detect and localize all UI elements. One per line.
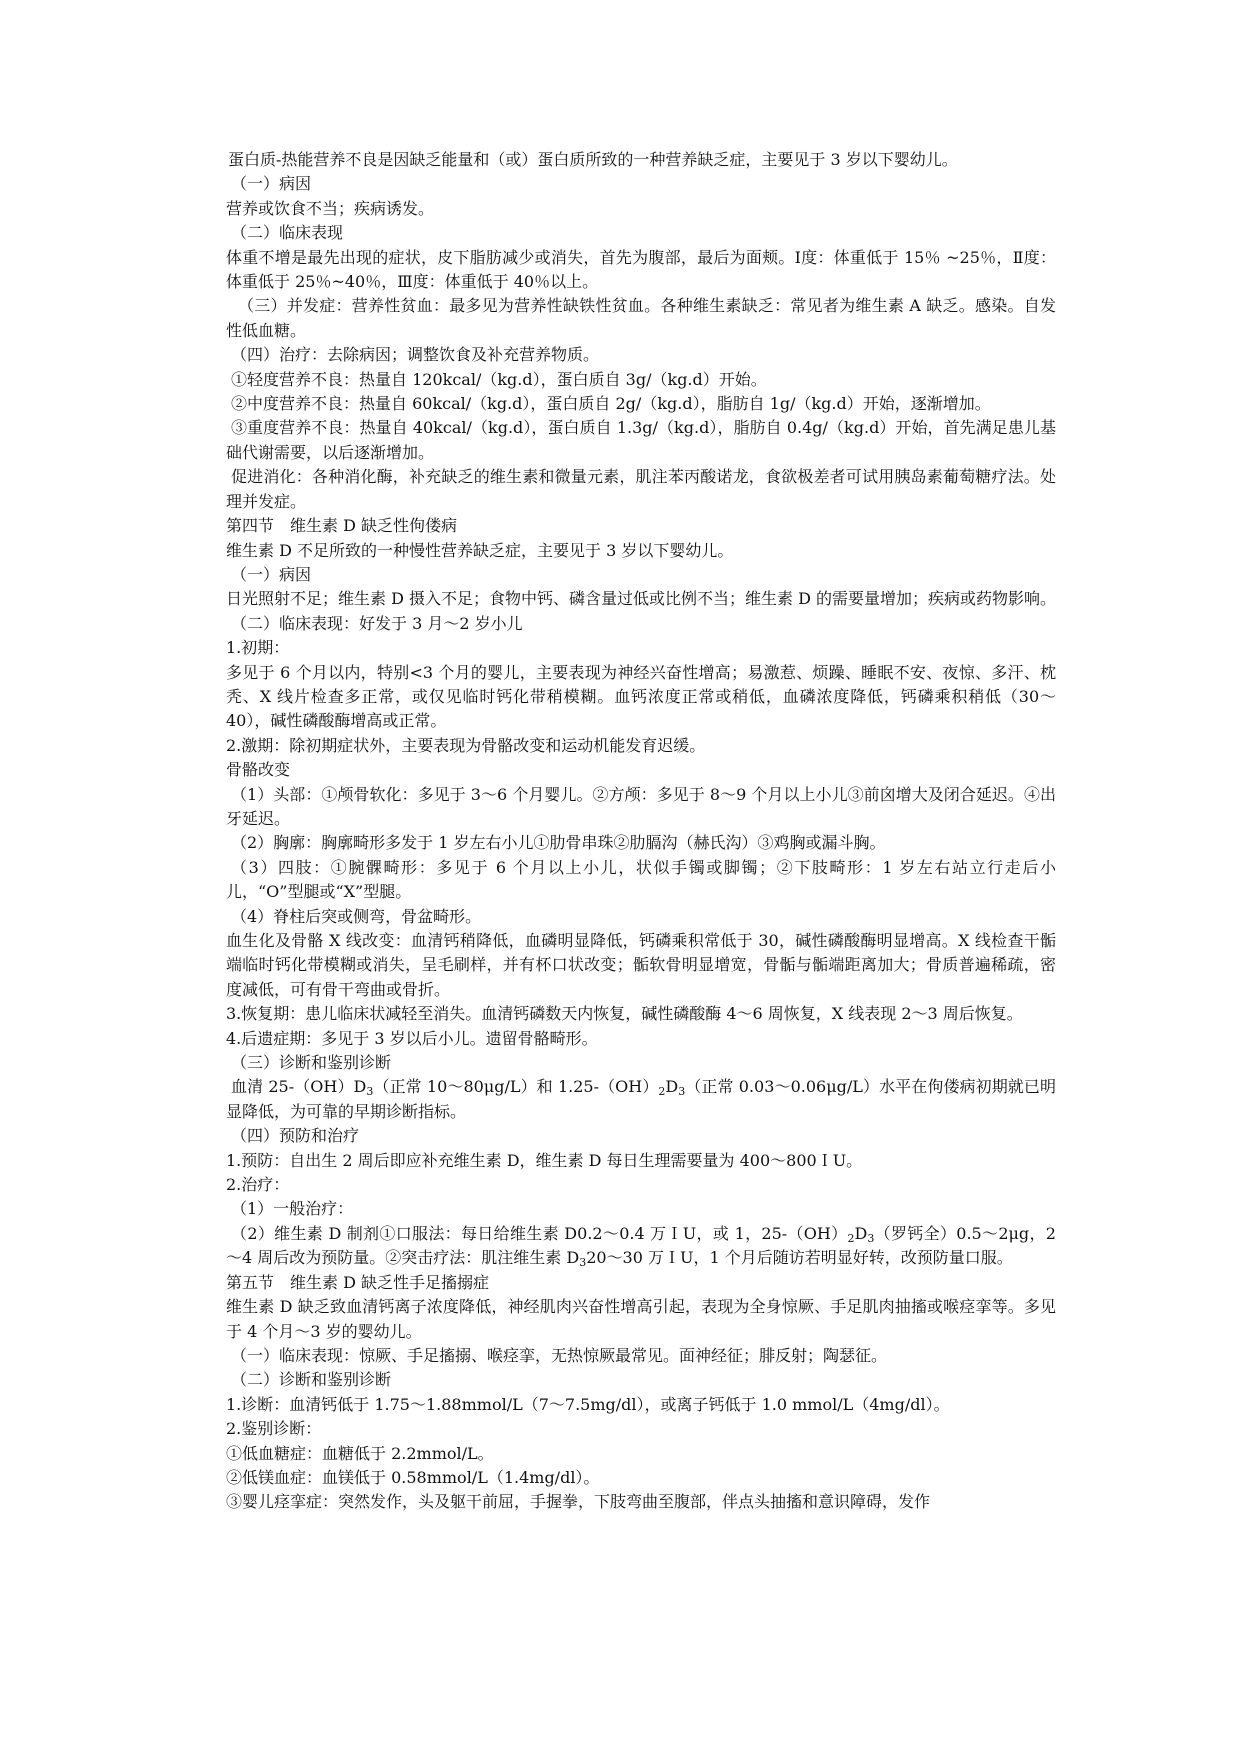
text-run: （正常 0.03～0.06μg/L）水平在佝偻病初期就已明显降低，为可靠的早期诊断指标。	[226, 1077, 1056, 1121]
paragraph: 营养或饮食不当；疾病诱发。	[226, 198, 435, 218]
paragraph: （二）临床表现	[231, 223, 344, 243]
paragraph: 4.后遗症期：多见于 3 岁以后小儿。遗留骨骼畸形。	[226, 1028, 598, 1048]
paragraph	[226, 1075, 1056, 1124]
paragraph: （1）一般治疗：	[231, 1199, 354, 1219]
paragraph: 1.预防：自出生 2 周后即应补充维生素 D，维生素 D 每日生理需要量为 400～800ＩU。	[226, 1150, 863, 1170]
subscript: 3	[678, 1085, 686, 1099]
subscript: 3	[579, 1256, 587, 1270]
paragraph: ③婴儿痉挛症：突然发作，头及躯干前屈，手握拳，下肢弯曲至腹部，伴点头抽搐和意识障碍，发作	[226, 1492, 931, 1512]
paragraph: 血生化及骨骼 X 线改变：血清钙稍降低，血磷明显降低，钙磷乘积常低于 30，碱性磷酸酶明显增高。X 线检查干骺端临时钙化带模糊或消失，呈毛刷样，并有杯口状改变；骺软骨明显增宽，骨骺与骺端距离加大；骨质普遍稀疏，密度减低，可有骨干弯曲或骨折。	[226, 931, 1056, 999]
paragraph: 3.恢复期：患儿临床状减轻至消失。血清钙磷数天内恢复，碱性磷酸酶 4～6 周恢复，X 线表现 2～3 周后恢复。	[226, 1004, 1023, 1024]
paragraph: （四）预防和治疗	[231, 1126, 360, 1146]
subscript: 2	[658, 1085, 666, 1099]
paragraph: 2.激期：除初期症状外，主要表现为骨骼改变和运动机能发育迟缓。	[226, 735, 706, 755]
text-run: （正常 10～80μg/L）和 1.25-（OH）	[373, 1077, 659, 1097]
paragraph: ②中度营养不良：热量自 60kcal/（kg.d），蛋白质自 2g/（kg.d），脂肪自 1g/（kg.d）开始，逐渐增加。	[231, 394, 991, 414]
text-run: D	[665, 1077, 679, 1097]
paragraph: 2.治疗：	[226, 1175, 290, 1195]
paragraph: （一）临床表现：惊厥、手足搐搦、喉痉挛，无热惊厥最常见。面神经征；腓反射；陶瑟征。	[231, 1345, 888, 1365]
paragraph	[226, 1222, 1056, 1271]
paragraph: 蛋白质-热能营养不良是因缺乏能量和（或）蛋白质所致的一种营养缺乏症，主要见于 3 岁以下婴幼儿。	[228, 150, 958, 169]
paragraph: 1.初期：	[226, 638, 290, 658]
paragraph: （二）诊断和鉴别诊断	[231, 1370, 392, 1390]
paragraph: 多见于 6 个月以内，特别<3 个月的婴儿，主要表现为神经兴奋性增高；易激惹、烦躁、睡眠不安、夜惊、多汗、枕秃、X 线片检查多正常，或仅见临时钙化带稍模糊。血钙浓度正常或稍低，血磷浓度降低，钙磷乘积稍低（30～40），碱性磷酸酶增高或正常。	[226, 662, 1056, 731]
paragraph: 体重不增是最先出现的症状，皮下脂肪减少或消失，首先为腹部，最后为面颊。Ⅰ度：体重低于 15％ ~25％，Ⅱ度：体重低于 25％~40％，Ⅲ度：体重低于 40％以上。	[226, 247, 1056, 292]
paragraph: 2.鉴别诊断：	[226, 1419, 322, 1439]
subscript: 2	[847, 1231, 855, 1245]
paragraph: （二）临床表现：好发于 3 月～2 岁小儿	[231, 613, 523, 633]
text-run: 20～30 万ＩU，1 个月后随访若明显好转，改预防量口服。	[586, 1248, 1013, 1268]
text-run: （2）维生素 D 制剂①口服法：每日给维生素 D0.2～0.4 万ＩU，或 1，25-（OH）	[231, 1223, 848, 1243]
paragraph: 骨骼改变	[226, 760, 291, 780]
paragraph: （四）治疗：去除病因；调整饮食及补充营养物质。	[231, 345, 600, 365]
paragraph: 维生素 D 不足所致的一种慢性营养缺乏症，主要见于 3 岁以下婴幼儿。	[226, 540, 734, 560]
paragraph: 日光照射不足；维生素 D 摄入不足；食物中钙、磷含量过低或比例不当；维生素 D 的需要量增加；疾病或药物影响。	[226, 589, 1057, 609]
paragraph: 第五节 维生素 D 缺乏性手足搐搦症	[226, 1272, 490, 1292]
paragraph: 第四节 维生素 D 缺乏性佝偻病	[226, 516, 458, 536]
text-run: （罗钙全）0.5～2μg，2～4 周后改为预防量。②突击疗法：肌注维生素 D	[226, 1223, 1056, 1268]
paragraph: 维生素 D 缺乏致血清钙离子浓度降低，神经肌肉兴奋性增高引起，表现为全身惊厥、手足肌肉抽搐或喉痉挛等。多见于 4 个月～3 岁的婴幼儿。	[226, 1297, 1056, 1341]
text-run: D	[854, 1223, 868, 1243]
paragraph: （1）头部：①颅骨软化：多见于 3～6 个月婴儿。②方颅：多见于 8～9 个月以上小儿③前囟增大及闭合延迟。④出牙延迟。	[226, 784, 1056, 828]
paragraph: ③重度营养不良：热量自 40kcal/（kg.d），蛋白质自 1.3g/（kg.d），脂肪自 0.4g/（kg.d）开始，首先满足患儿基础代谢需要，以后逐渐增加。	[226, 418, 1056, 462]
paragraph: （三）诊断和鉴别诊断	[231, 1053, 392, 1073]
subscript: 3	[366, 1085, 374, 1099]
text-run: 血清 25-（OH）D	[231, 1077, 367, 1097]
paragraph: 促进消化：各种消化酶，补充缺乏的维生素和微量元素，肌注苯丙酸诺龙，食欲极差者可试用胰岛素葡萄糖疗法。处理并发症。	[226, 467, 1056, 511]
paragraph: （4）脊柱后突或侧弯，骨盆畸形。	[231, 906, 482, 926]
paragraph: （3）四肢：①腕髁畸形：多见于 6 个月以上小儿，状似手镯或脚镯；②下肢畸形：1 岁左右站立行走后小儿，“O”型腿或“X”型腿。	[226, 857, 1056, 902]
document-body	[226, 148, 1056, 1515]
paragraph: （一）病因	[231, 174, 312, 194]
paragraph: （2）胸廓：胸廓畸形多发于 1 岁左右小儿①肋骨串珠②肋膈沟（赫氏沟）③鸡胸或漏斗胸。	[231, 833, 886, 853]
paragraph: （一）病因	[231, 564, 312, 584]
paragraph: ②低镁血症：血镁低于 0.58mmol/L（1.4mg/dl）。	[226, 1467, 600, 1487]
paragraph: 1.诊断：血清钙低于 1.75～1.88mmol/L（7～7.5mg/dl），或离子钙低于 1.0 mmol/L（4mg/dl）。	[226, 1394, 950, 1414]
paragraph: ①轻度营养不良：热量自 120kcal/（kg.d），蛋白质自 3g/（kg.d）开始。	[231, 369, 767, 389]
paragraph: ①低血糖症：血糖低于 2.2mmol/L。	[226, 1443, 494, 1463]
subscript: 3	[867, 1231, 875, 1245]
paragraph: （三）并发症：营养性贫血：最多见为营养性缺铁性贫血。各种维生素缺乏：常见者为维生素 A 缺乏。感染。自发性低血糖。	[226, 296, 1056, 340]
